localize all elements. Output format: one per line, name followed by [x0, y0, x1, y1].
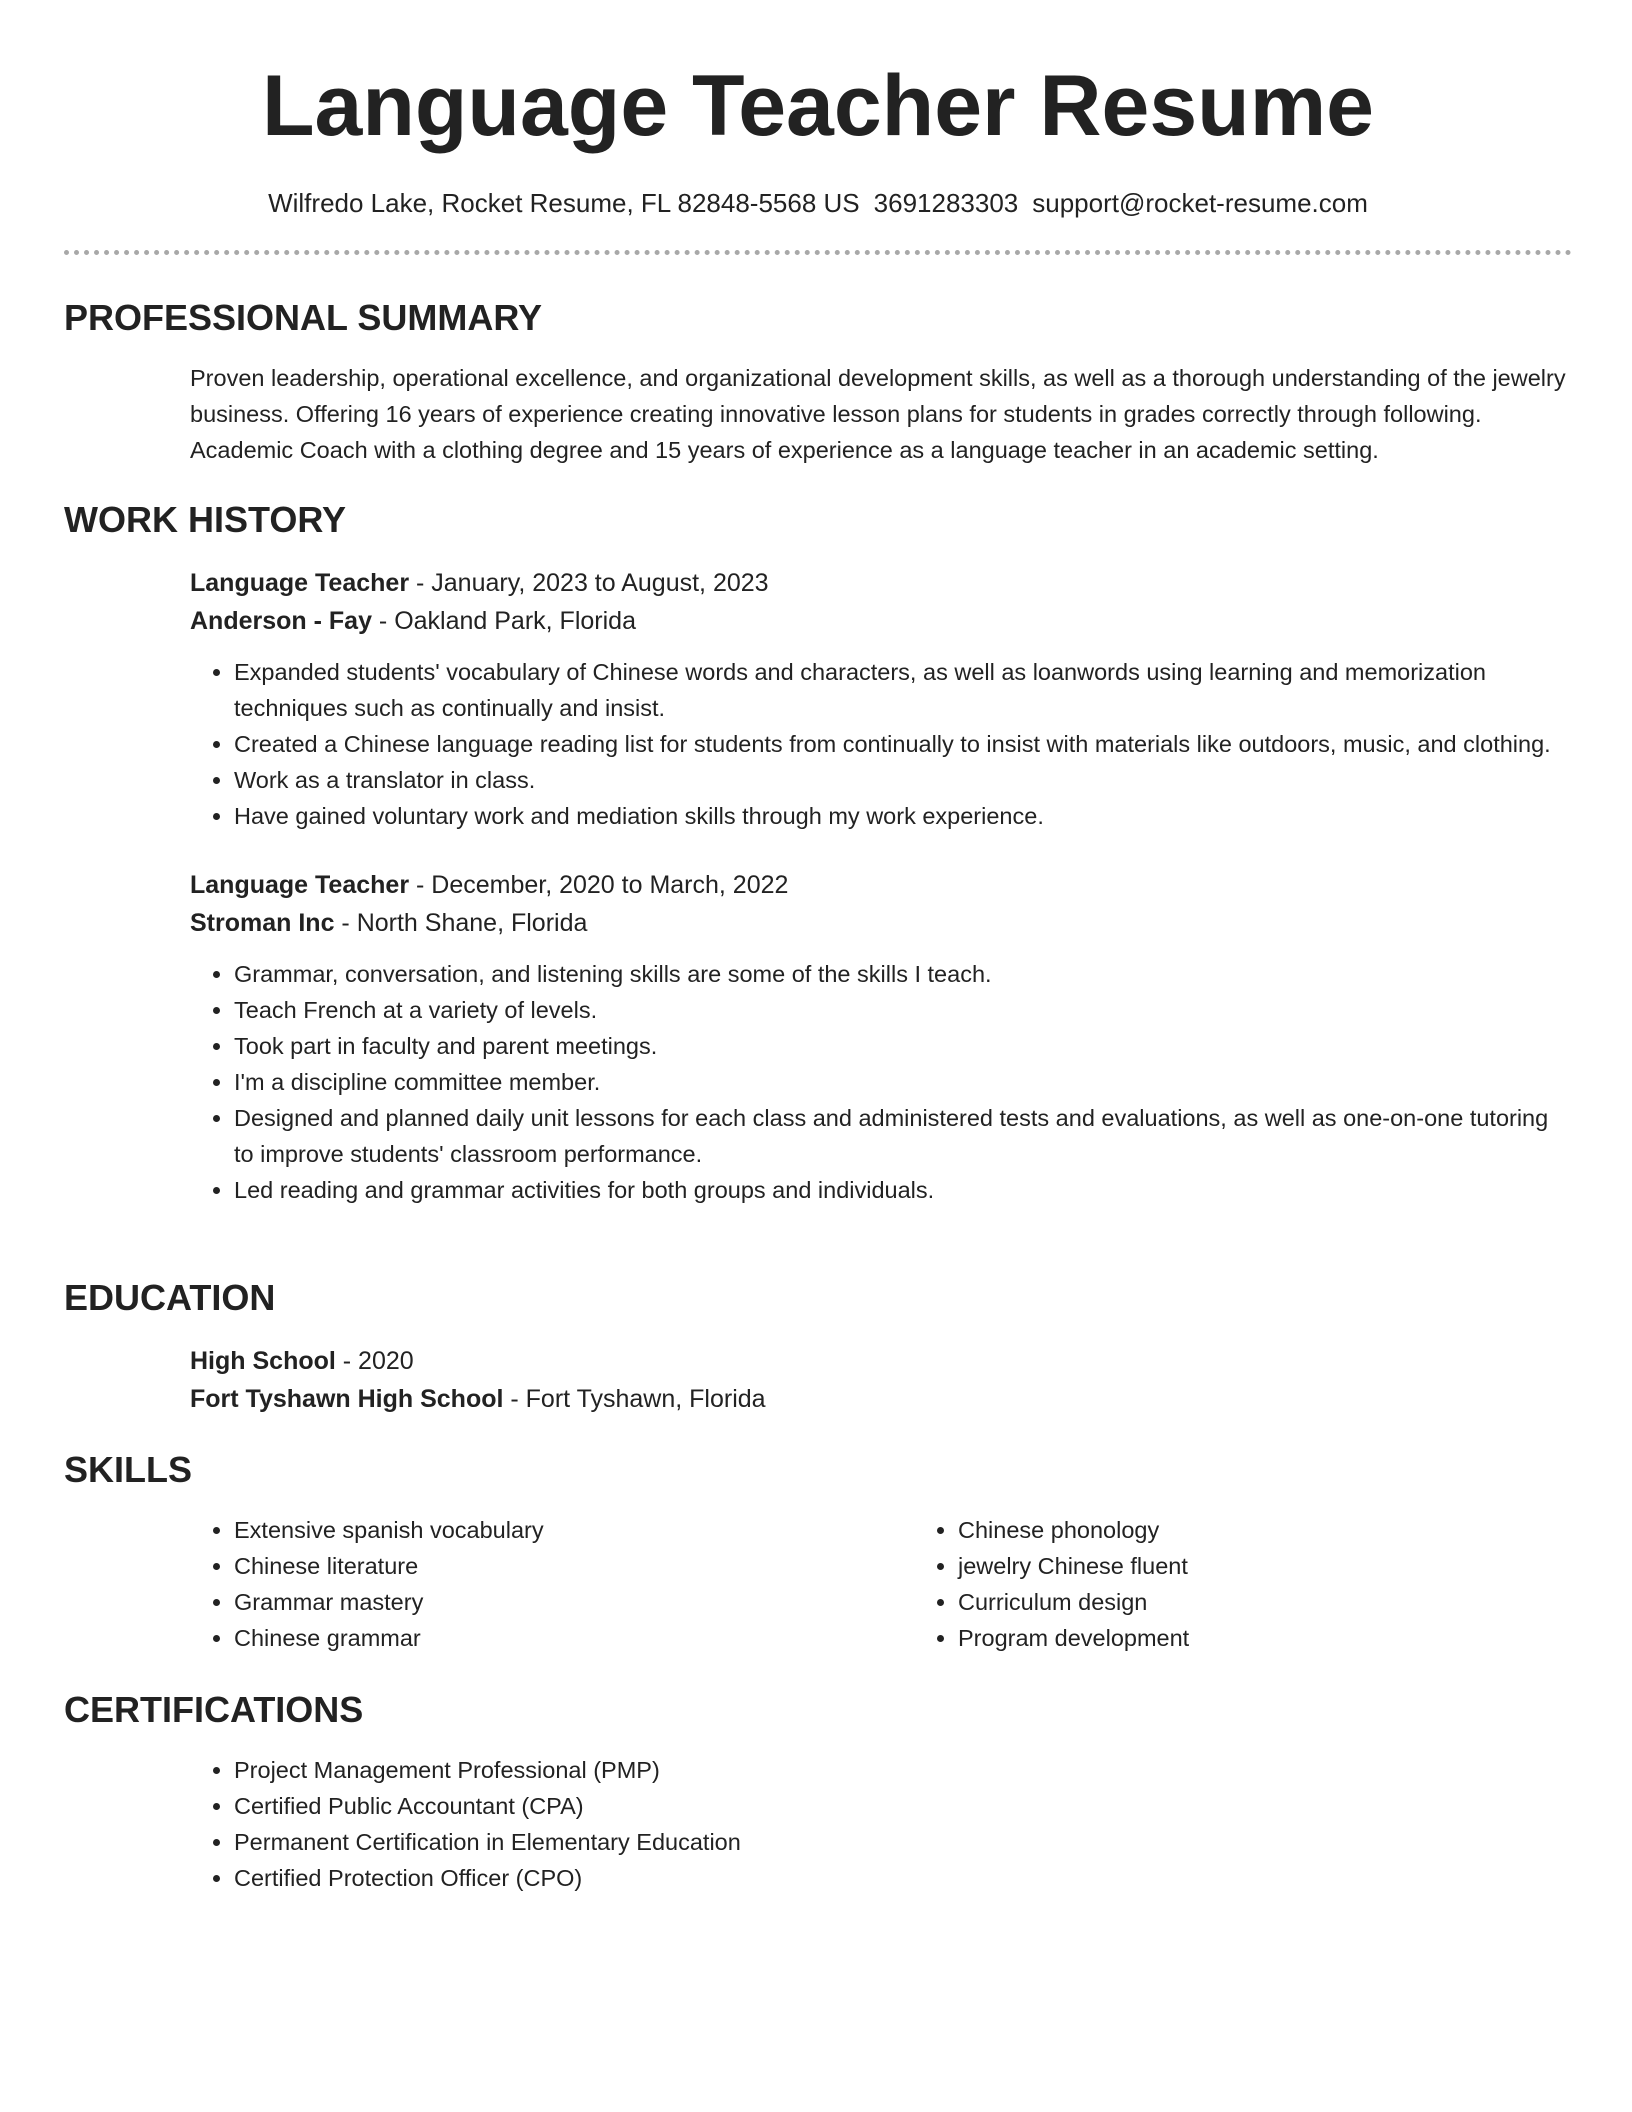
- job-company: Anderson - Fay: [190, 607, 372, 635]
- job-entry: [190, 866, 1572, 1208]
- certifications-body: [190, 1752, 1572, 1896]
- job-bullet: • Led reading and grammar activities for both groups and individuals.: [234, 1172, 1572, 1208]
- education-degree-line: [190, 1342, 1572, 1380]
- job-bullet: • I'm a discipline committee member.: [234, 1064, 1572, 1100]
- skills-list-left: [190, 1512, 914, 1656]
- job-entry: [190, 564, 1572, 834]
- contact-address: Wilfredo Lake, Rocket Resume, FL 82848-5568 US: [268, 188, 860, 218]
- job-bullet: • Have gained voluntary work and mediation skills through my work experience.: [234, 798, 1572, 834]
- work-history-heading: WORK HISTORY: [64, 499, 347, 540]
- skill-item: • Grammar mastery: [234, 1584, 914, 1620]
- skills-list-right: [914, 1512, 1558, 1656]
- job-bullets: [190, 956, 1572, 1208]
- resume-title: Language Teacher Resume: [262, 58, 1374, 154]
- skill-item: • Chinese literature: [234, 1548, 914, 1584]
- job-company-line: [190, 904, 1572, 942]
- skills-section: [64, 1448, 1572, 1656]
- skill-item: • Chinese grammar: [234, 1620, 914, 1656]
- certification-item: • Certified Protection Officer (CPO): [234, 1860, 1572, 1896]
- job-bullet: • Designed and planned daily unit lessons for each class and administered tests and evaluations, as well as one-on-one tutoring to improve students' classroom performance.: [234, 1100, 1572, 1172]
- job-bullet: • Took part in faculty and parent meetings.: [234, 1028, 1572, 1064]
- certifications-heading: CERTIFICATIONS: [64, 1689, 364, 1730]
- certification-item: • Project Management Professional (PMP): [234, 1752, 1572, 1788]
- skill-item: • Extensive spanish vocabulary: [234, 1512, 914, 1548]
- skill-item: • Curriculum design: [958, 1584, 1558, 1620]
- job-bullet: • Created a Chinese language reading list for students from continually to insist with materials like outdoors, music, and clothing.: [234, 726, 1572, 762]
- skill-item: • Chinese phonology: [958, 1512, 1558, 1548]
- job-bullet: • Grammar, conversation, and listening skills are some of the skills I teach.: [234, 956, 1572, 992]
- job-title-line: [190, 866, 1572, 904]
- skill-item: • Program development: [958, 1620, 1558, 1656]
- certifications-section: [64, 1688, 1572, 1896]
- education-year: - 2020: [335, 1347, 414, 1375]
- resume-page: [64, 0, 1572, 1891]
- job-dates: - January, 2023 to August, 2023: [409, 569, 769, 597]
- job-location: - Oakland Park, Florida: [371, 607, 636, 635]
- job-location: - North Shane, Florida: [334, 909, 588, 937]
- contact-email: support@rocket-resume.com: [1032, 188, 1368, 218]
- education-location: - Fort Tyshawn, Florida: [503, 1385, 766, 1413]
- header-divider: [64, 250, 1572, 255]
- skills-heading: SKILLS: [64, 1449, 193, 1490]
- education-school-line: [190, 1380, 1572, 1418]
- certification-item: • Permanent Certification in Elementary Education: [234, 1824, 1572, 1860]
- job-bullet: • Expanded students' vocabulary of Chinese words and characters, as well as loanwords using learning and memorization techniques such as continually and insist.: [234, 654, 1572, 726]
- summary-text: Proven leadership, operational excellence, and organizational development skills, as well as a thorough understanding of the jewelry business. Offering 16 years of experience creating innovative lesson plans for students in grades correctly through following. Academic Coach with a clothing degree and 15 years of experience as a language teacher in an academic setting.: [190, 365, 1566, 463]
- job-bullet: • Teach French at a variety of levels.: [234, 992, 1572, 1028]
- work-history-section: [64, 498, 1572, 1208]
- job-title: Language Teacher: [190, 569, 410, 597]
- education-degree: High School: [190, 1347, 336, 1375]
- certifications-list: [190, 1752, 1572, 1896]
- skill-item: • jewelry Chinese fluent: [958, 1548, 1558, 1584]
- education-school: Fort Tyshawn High School: [190, 1385, 504, 1413]
- summary-section: [64, 296, 1572, 468]
- contact-line: [64, 186, 1572, 220]
- summary-heading: PROFESSIONAL SUMMARY: [64, 297, 543, 338]
- job-bullets: [190, 654, 1572, 834]
- job-company: Stroman Inc: [190, 909, 335, 937]
- education-entry: [190, 1342, 1572, 1418]
- job-dates: - December, 2020 to March, 2022: [409, 871, 789, 899]
- job-title: Language Teacher: [190, 871, 410, 899]
- job-company-line: [190, 602, 1572, 640]
- certification-item: • Certified Public Accountant (CPA): [234, 1788, 1572, 1824]
- education-section: [64, 1276, 1572, 1418]
- job-title-line: [190, 564, 1572, 602]
- education-heading: EDUCATION: [64, 1277, 276, 1318]
- skills-grid: [190, 1492, 1572, 1656]
- job-bullet: • Work as a translator in class.: [234, 762, 1572, 798]
- contact-phone: 3691283303: [873, 188, 1019, 218]
